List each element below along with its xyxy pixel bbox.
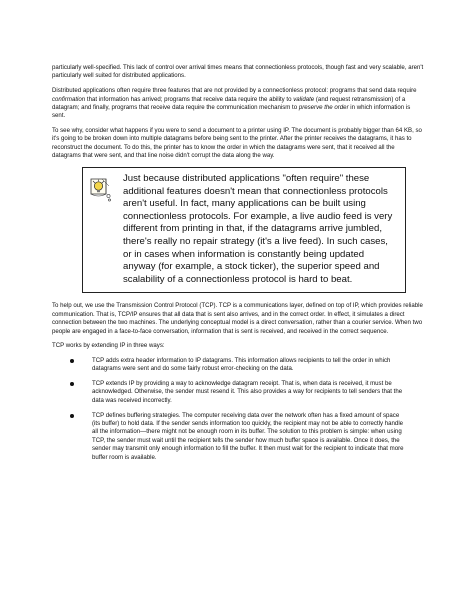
text-run: (and request retransmission) of a datagram; and finally, programs that receive data require the communication mechanism to	[52, 95, 406, 111]
bullet-text: TCP defines buffering strategies. The computer receiving data over the network often has a fixed amount of space (its buffer) to hold data. If the sender sends information too quickly, the recipient may not be able to correctly handle all the information—there might not be enough room in its buffer. The solution to this problem is simple: when using TCP, the sender must wait until the recipient tells the sender how much buffer space is available. Once it does, the sender may transmit only enough information to fill the buffer. It then must wait for the recipient to indicate that more buffer room is available.	[92, 411, 404, 461]
list-item	[52, 380, 424, 405]
document-page	[52, 64, 424, 468]
paragraph-printer-example: To see why, consider what happens if you were to send a document to a printer using IP. The document is probably bigger than 64 KB, so it's going to be broken down into multiple datagrams before being sent to the printer. After the printer receives the datagrams, it has to reconstruct the document. To do this, the printer has to know the order in which the datagrams were sent, that it received all the datagrams that were sent, and that line noise didn't corrupt the data along the way.	[52, 127, 422, 160]
bullet-icon	[70, 414, 74, 418]
emphasis-preserve-order: preserve the order	[298, 103, 349, 111]
note-text: Just because distributed applications "often require" these additional features doesn't mean that connectionless protocols aren't useful. In fact, many applications can be built using connectionless protocols. For example, a live audio feed is very different from printing in that, if the datagrams arrive jumbled, there's really no repair strategy (it's a live feed). In such cases, or in cases when information is constantly being updated anyway (for example, a stock ticker), the superior speed and scalability of a connectionless protocol is hard to beat.	[123, 172, 393, 285]
list-item	[52, 412, 424, 462]
text-run: in which information is sent.	[52, 103, 411, 120]
list-item	[52, 357, 424, 374]
bullet-text: TCP adds extra header information to IP datagrams. This information allows recipients to tell the order in which datagrams were sent and do some fairly robust error-checking on the data.	[92, 356, 391, 373]
bullet-text: TCP extends IP by providing a way to acknowledge datagram receipt. That is, when data is received, it must be acknowledged. Otherwise, the sender must resend it. This also provides a way for recipients to tell senders that the data was received incorrectly.	[92, 380, 403, 404]
emphasis-confirmation: confirmation	[52, 95, 86, 103]
paragraph-tcp-intro: To help out, we use the Transmission Control Protocol (TCP). TCP is a communications layer, defined on top of IP, which provides reliable communication. That is, TCP/IP ensures that all data that is sent also arrives, and in the correct order. In effect, it simulates a direct connection between the two machines. The underlying conceptual model is a direct conversation, rather than a courier service. When two people are engaged in a face-to-face conversation, information that is sent is received, and received in the correct sequence.	[52, 302, 423, 335]
paragraph-features	[52, 87, 424, 121]
bullet-icon	[70, 359, 74, 363]
bullet-list	[52, 357, 424, 462]
emphasis-validate: validate	[293, 95, 315, 103]
paragraph-intro: particularly well-specified. This lack of control over arrival times means that connectionless protocols, though fast and very scalable, aren't particularly well suited for distributed applications.	[52, 64, 424, 80]
text-run: Distributed applications often require three features that are not provided by a connectionless protocol: programs that send data require	[52, 87, 417, 95]
idea-lightbulb-icon	[89, 175, 113, 203]
note-box	[82, 167, 406, 293]
paragraph-tcp-ways: TCP works by extending IP in three ways:	[52, 342, 165, 350]
bullet-icon	[70, 382, 74, 386]
text-run: that information has arrived; programs that receive data require the ability to	[85, 95, 294, 103]
